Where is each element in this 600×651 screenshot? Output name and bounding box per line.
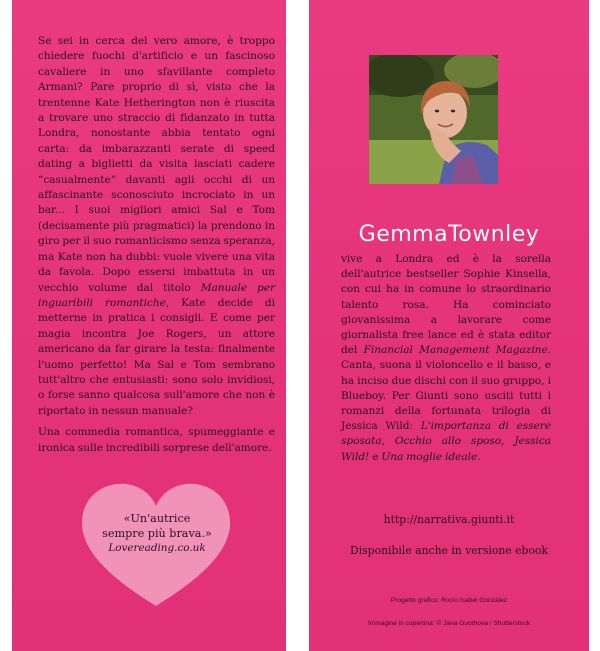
- synopsis-text-end: , Kate decide di metterne in pratica i consigli. E come per magia incontra Joe Rogers, un attore americano da far girare la testa: finalmente l'uomo perfetto! Ma Sal e Tom sembrano tutt'altro che entusiasti: sono solo invidiosi, o forse sanno qualcosa sull'amore che non è riportato in nessun manuale?: [38, 296, 275, 417]
- back-flap: [309, 0, 589, 651]
- synopsis: [38, 34, 275, 462]
- bio-paragraph: [341, 252, 551, 465]
- cover-credit: Immagine in copertina: © Jana Guothova / Shutterstock: [367, 620, 531, 627]
- synopsis-text: Se sei in cerca del vero amore, è troppo chiedere fuochi d'artificio e un fascinoso cavaliere in uno sfavillante completo Armani? Pare proprio di sì, visto che la trentenne Kate Hetherington non è riuscita a trovare uno straccio di fidanzato in tutta Londra, nonostante abbia tentato ogni carta: da imbarazzanti serate di speed dating a biglietti da visita lasciati cadere “casualmente” davanti agli occhi di un affascinante sconosciuto incrociato in un bar... I suoi migliori amici Sal e Tom (decisamente più pragmatici) la prendono in giro per il suo romanticismo senza speranza, ma Kate non ha dubbi: vuole vivere una vita da favola. Dopo essersi imbattuta in un vecchio volume dal titolo: [38, 35, 275, 294]
- book-title-1: L'importanza di essere sposata: [341, 420, 551, 448]
- bio-separator-1: ,: [381, 435, 385, 448]
- bio-conjunction: e: [372, 450, 379, 463]
- bio-text-1: vive a Londra ed è la sorella dell'autrice bestseller Sophie Kinsella, con cui ha in comune lo straordinario talento rosa. Ha cominciato giovanissima a lavorare come giornalista free lance ed è stata editor del: [341, 253, 551, 357]
- quote-line-2: sempre più brava.»: [102, 527, 212, 540]
- publisher-url[interactable]: http://narrativa.giunti.it: [383, 513, 515, 526]
- book-title-3: Jessica Wild!: [341, 435, 551, 463]
- front-flap: [12, 0, 286, 651]
- bio-end: .: [477, 450, 481, 463]
- design-credit: Progetto grafico: Rocio Isabel González: [390, 597, 508, 604]
- author-name: GemmaTownley: [358, 222, 540, 247]
- quote-source: Lovereading.co.uk: [108, 542, 206, 554]
- author-bio: [341, 252, 551, 465]
- synopsis-tagline: Una commedia romantica, spumeggiante e ironica sulle incredibili sorprese dell'amore.: [38, 426, 275, 454]
- bio-separator-2: ,: [501, 435, 505, 448]
- bio-text-2: . Canta, suona il violoncello e il basso, e ha inciso due dischi con il suo gruppo, i Blueboy. Per Giunti sono usciti tutti i romanzi della fortunata trilogia di Jessica Wild:: [341, 344, 551, 433]
- review-quote: [78, 511, 236, 556]
- ebook-note: Disponibile anche in versione ebook: [350, 544, 548, 557]
- quote-line-1: «Un'autrice: [123, 512, 191, 525]
- author-portrait-image: [369, 55, 498, 184]
- book-title-2: Occhio allo sposo: [394, 435, 502, 448]
- magazine-title: Financial Management Magazine: [363, 344, 548, 357]
- manual-title: Manuale per inguaribili romantiche: [38, 281, 275, 309]
- author-photo: [369, 55, 498, 184]
- synopsis-paragraph: [38, 34, 275, 419]
- book-title-4: Una moglie ideale: [381, 450, 478, 463]
